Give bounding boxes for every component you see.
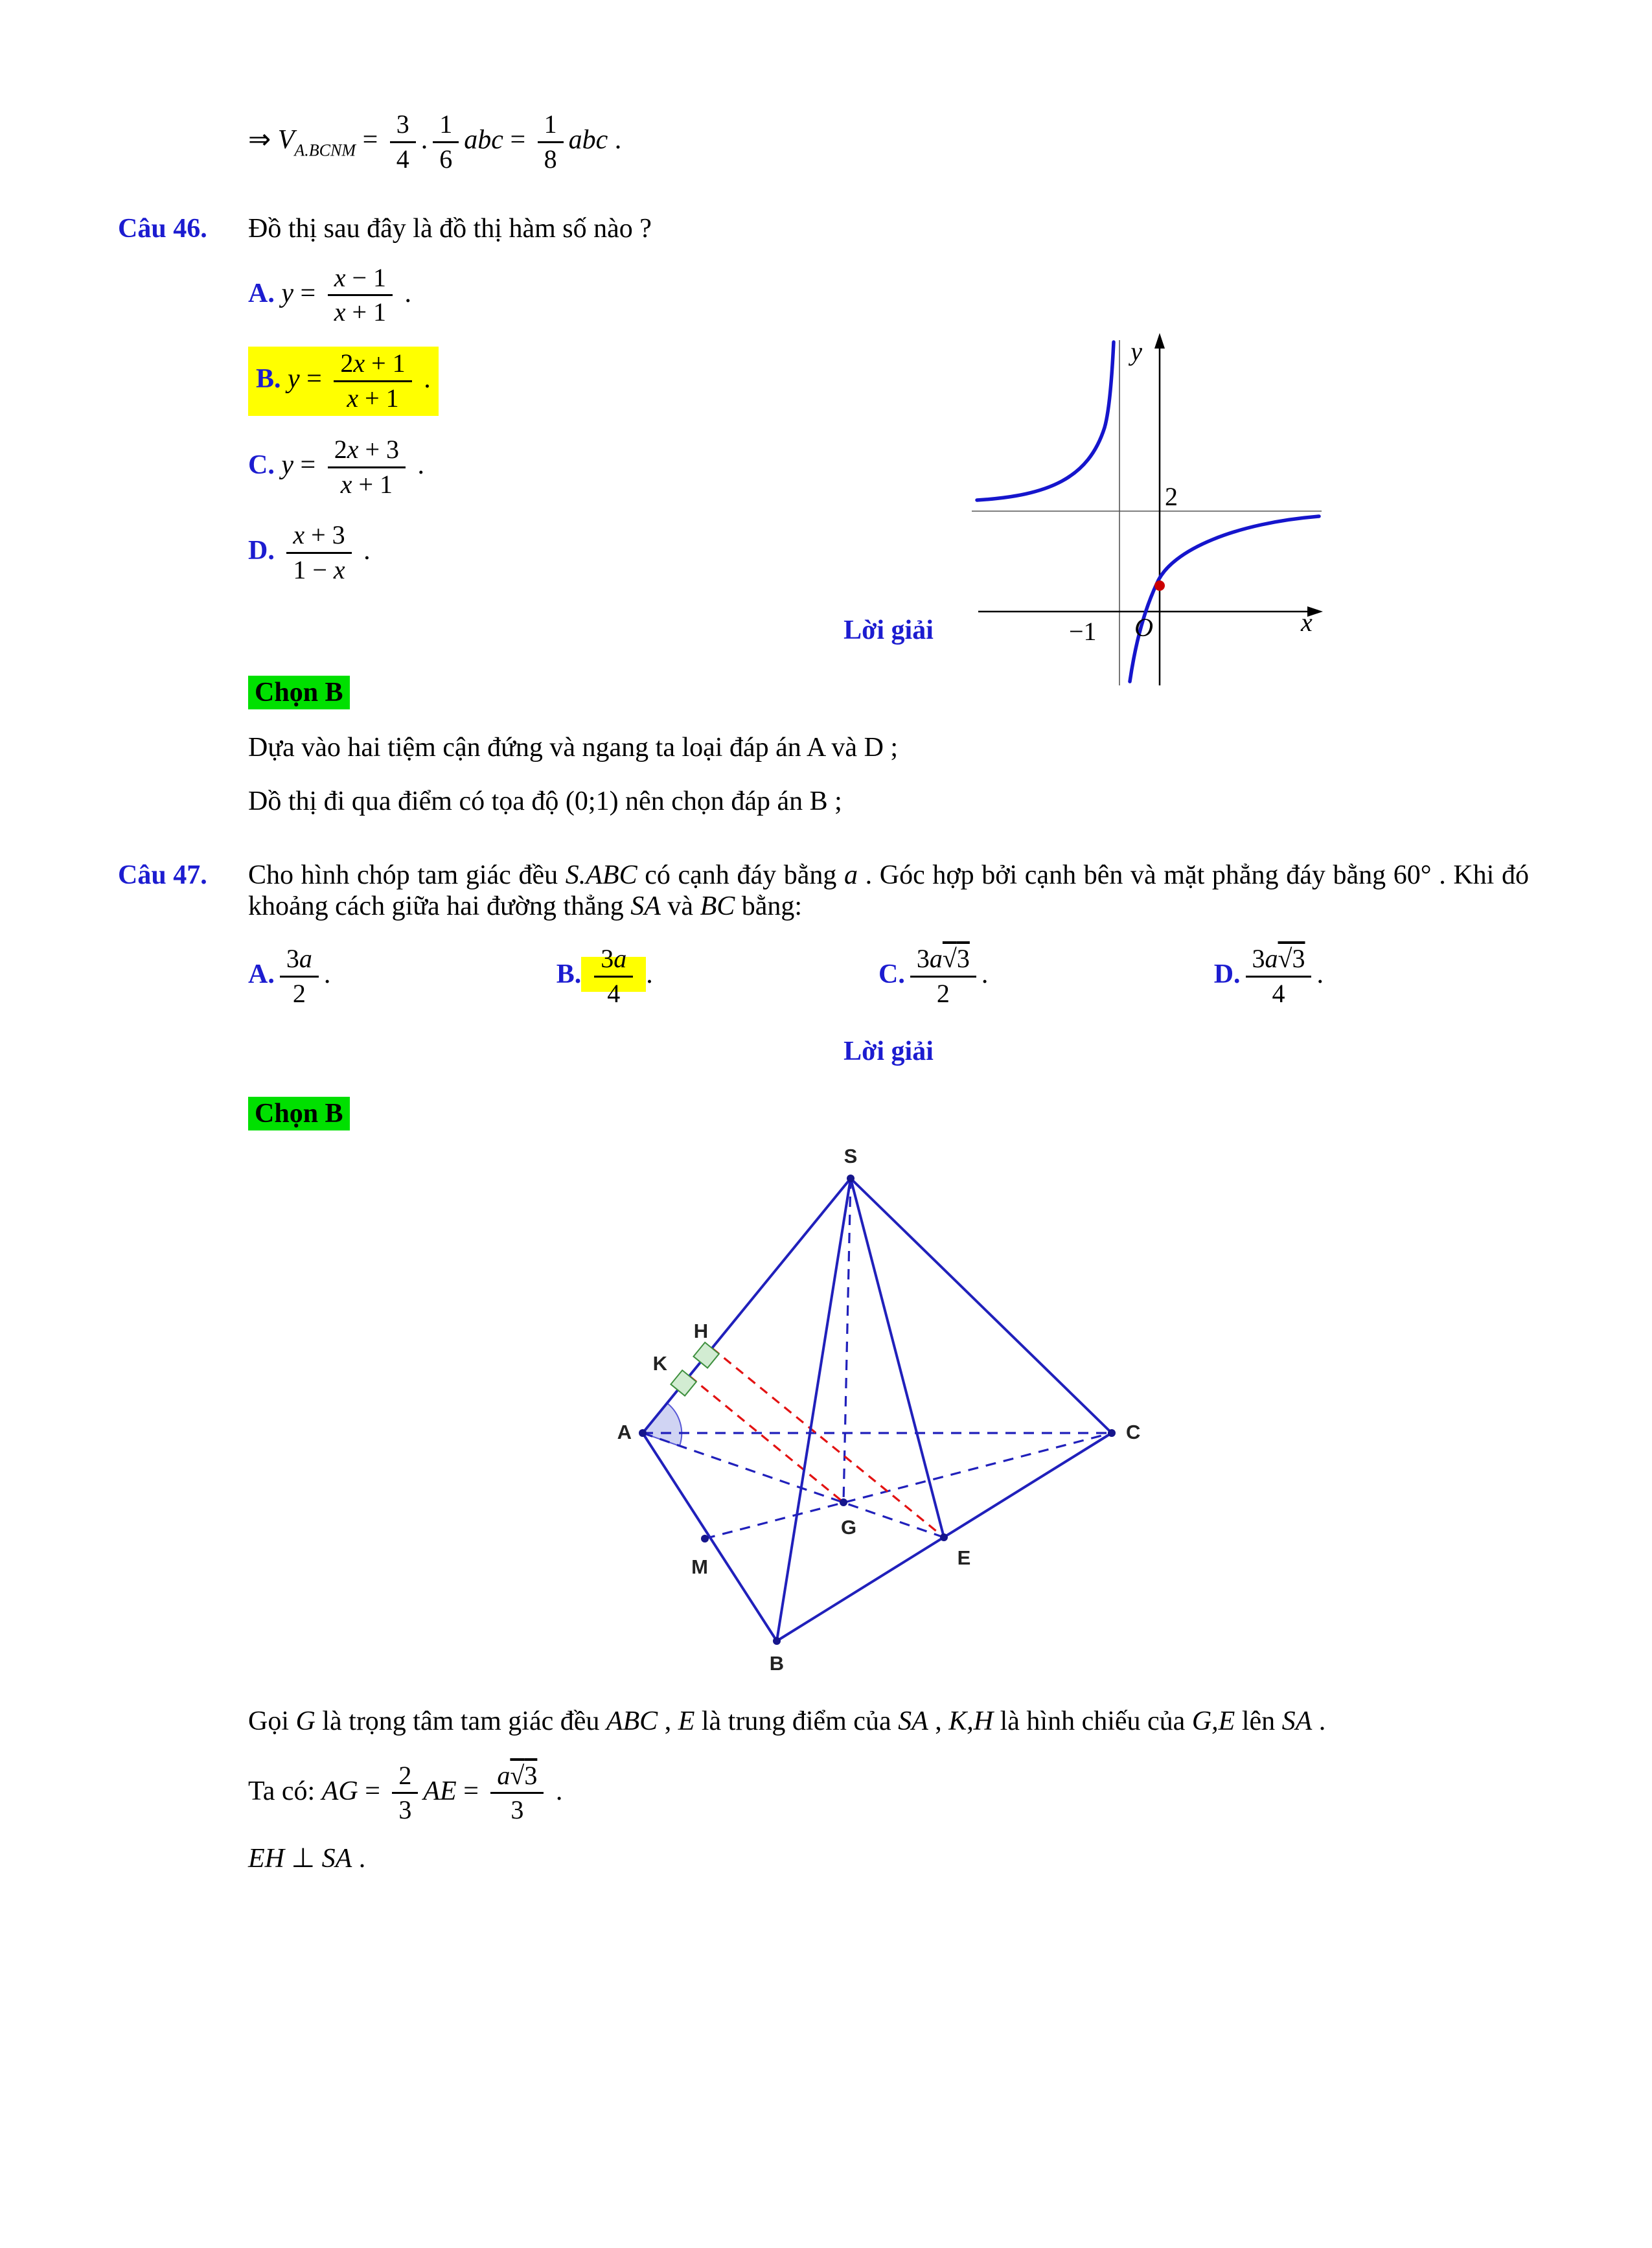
option-47-D	[1214, 945, 1324, 1009]
computation-mid: AE =	[423, 1776, 486, 1806]
fraction-numerator: 3a √ 3	[1246, 945, 1312, 978]
solution-text-line: Dồ thị đi qua điểm có tọa độ (0;1) nên chọn đáp án B ;	[248, 786, 842, 816]
fraction-denominator: x + 1	[340, 469, 393, 499]
solution-text-line: Dựa vào hai tiệm cận đứng và ngang ta loại đáp án A và D ;	[248, 732, 899, 763]
question-47-label: Câu 47.	[118, 860, 207, 890]
point-A	[639, 1429, 647, 1437]
document-page	[0, 110, 1652, 2248]
fraction-denominator: 3	[398, 1795, 412, 1825]
option-46-C	[248, 433, 1529, 502]
question-47-text: Cho hình chóp tam giác đều S.ABC có cạnh đáy bằng a . Góc hợp bởi cạnh bên và mặt phẳng đáy bằng 60° . Khi đó khoảng cách giữa hai đường thẳng SA và BC bằng:	[248, 860, 1529, 921]
option-period: .	[356, 536, 371, 566]
fraction-numerator: 3a	[594, 945, 633, 978]
option-expression: y =	[281, 450, 323, 480]
y-axis-label: y	[1130, 337, 1142, 366]
option-46-B-content-highlighted	[248, 347, 439, 416]
option-letter: C.	[248, 450, 275, 480]
option-46-D	[248, 518, 1529, 588]
computation-line	[248, 1761, 1529, 1826]
label-A: A	[617, 1420, 632, 1443]
edge-SC	[851, 1178, 1112, 1433]
fraction	[490, 1761, 544, 1826]
option-period: .	[1316, 959, 1324, 989]
answer-choice: Chọn B	[248, 1097, 350, 1130]
label-C: C	[1126, 1420, 1141, 1443]
answer-choice: Chọn B	[248, 676, 350, 709]
point-B	[773, 1637, 781, 1645]
formula-lead: ⇒ $V_{A.BCNM}$ =	[248, 124, 385, 160]
fraction-denominator: 1 − x	[293, 555, 345, 585]
curve-left-branch	[977, 342, 1114, 500]
question-46	[0, 213, 1652, 817]
option-period: .	[411, 450, 425, 480]
option-letter: A.	[248, 959, 275, 989]
label-S: S	[843, 1144, 858, 1167]
formula-mid: abc =	[464, 124, 533, 155]
option-period: .	[417, 364, 431, 395]
formula-tail: abc .	[568, 124, 622, 155]
label-B: B	[769, 1651, 785, 1675]
fraction	[286, 521, 351, 585]
fraction	[390, 110, 416, 174]
fraction	[910, 945, 976, 1009]
fraction-denominator: x + 1	[334, 297, 387, 327]
solution-header: Lời giải	[843, 615, 934, 645]
fraction	[334, 349, 411, 413]
option-letter: B.	[256, 364, 281, 395]
fraction-numerator: 1	[538, 110, 564, 143]
fraction-denominator: 3	[511, 1795, 524, 1825]
edge-SA	[643, 1178, 851, 1433]
option-letter: C.	[878, 959, 905, 989]
fraction-denominator: 6	[439, 144, 453, 174]
option-expression: y =	[288, 364, 329, 395]
y-axis-arrow	[1154, 333, 1165, 349]
computation-lead: Ta có: AG =	[248, 1776, 387, 1806]
edge-AB	[643, 1433, 777, 1641]
segment-SE	[851, 1178, 944, 1537]
median-AE-dashed	[643, 1433, 944, 1537]
fraction	[328, 264, 393, 328]
option-period: .	[981, 959, 989, 989]
multiplication-dot: .	[420, 124, 428, 155]
fraction-numerator: 2	[392, 1761, 418, 1795]
option-period: .	[398, 278, 412, 308]
fraction	[392, 1761, 418, 1826]
question-46-header	[118, 213, 1529, 244]
point-E	[940, 1533, 948, 1541]
solution-paragraph: Gọi G là trọng tâm tam giác đều ABC , E là trung điểm của SA , K,H là hình chiếu của G,E lên SA .	[248, 1706, 1326, 1736]
fraction-numerator: 1	[433, 110, 459, 143]
segment-KG-red-dashed	[689, 1376, 843, 1502]
option-46-A	[248, 261, 1529, 330]
option-expression: y =	[281, 278, 323, 308]
point-M	[701, 1535, 709, 1543]
fraction-numerator: 3a √ 3	[910, 945, 976, 978]
perpendicular-statement: EH ⊥ SA .	[248, 1844, 366, 1874]
fraction-denominator: 2	[936, 978, 950, 1008]
answer-line	[248, 676, 1529, 709]
fraction-numerator: 2x + 1	[334, 349, 411, 382]
option-47-B	[556, 945, 653, 1009]
option-47-A	[248, 945, 330, 1009]
fraction-denominator: 4	[1272, 978, 1285, 1008]
fraction-numerator: x − 1	[328, 264, 393, 297]
fraction	[594, 945, 633, 1009]
fraction-numerator: 3	[390, 110, 416, 143]
option-46-B	[248, 347, 1529, 416]
question-47-header	[118, 860, 1529, 922]
computation-tail: .	[549, 1776, 563, 1806]
origin-label: O	[1134, 613, 1153, 642]
answer-line	[248, 1097, 1529, 1130]
fraction-numerator: x + 3	[286, 521, 351, 554]
question-47	[0, 860, 1652, 1874]
segment-HE-red-dashed	[712, 1348, 944, 1537]
fraction	[538, 110, 564, 174]
function-graph	[959, 330, 1335, 706]
fraction	[1246, 945, 1312, 1009]
segment-SG-dashed	[843, 1178, 851, 1502]
volume-formula	[248, 110, 1529, 174]
fraction-denominator: 4	[607, 978, 621, 1008]
pyramid-figure	[602, 1136, 1160, 1683]
point-0-1-marker	[1154, 580, 1165, 591]
fraction-numerator: 3a	[280, 945, 319, 978]
option-47-C	[878, 945, 988, 1009]
solution-header: Lời giải	[843, 1036, 934, 1066]
question-46-text: Đồ thị sau đây là đồ thị hàm số nào ?	[248, 213, 652, 244]
x-axis-label: x	[1301, 608, 1313, 637]
median-MC-dashed	[705, 1433, 1112, 1539]
fraction-denominator: 4	[396, 144, 409, 174]
option-46-A-content	[248, 261, 418, 330]
option-letter: B.	[556, 959, 582, 989]
fraction-denominator: 8	[544, 144, 557, 174]
question-46-label: Câu 46.	[118, 213, 207, 244]
fraction	[280, 945, 319, 1009]
option-46-D-content	[248, 518, 377, 588]
label-M: M	[691, 1555, 708, 1578]
option-46-C-content	[248, 433, 431, 502]
option-letter: A.	[248, 278, 275, 308]
option-47-B-highlight	[581, 943, 646, 1008]
option-period: .	[646, 959, 653, 989]
fraction-numerator: a √ 3	[490, 1761, 544, 1795]
label-H: H	[693, 1319, 709, 1342]
asymptote-value-label: 2	[1165, 482, 1178, 511]
fraction	[328, 435, 406, 499]
option-letter: D.	[1213, 959, 1241, 989]
option-period: .	[323, 959, 331, 989]
curve-right-branch	[1130, 516, 1319, 682]
point-G	[840, 1498, 847, 1506]
point-C	[1108, 1429, 1116, 1437]
fraction	[433, 110, 459, 174]
fraction-denominator: x + 1	[347, 383, 399, 413]
label-K: K	[652, 1351, 667, 1375]
label-E: E	[957, 1546, 971, 1569]
option-letter: D.	[248, 536, 275, 566]
point-S	[847, 1175, 855, 1182]
fraction-numerator: 2x + 3	[328, 435, 406, 468]
x-intercept-label: −1	[1069, 617, 1097, 646]
options-47-row	[248, 945, 1324, 1009]
fraction-denominator: 2	[292, 978, 306, 1008]
label-G: G	[840, 1515, 857, 1539]
